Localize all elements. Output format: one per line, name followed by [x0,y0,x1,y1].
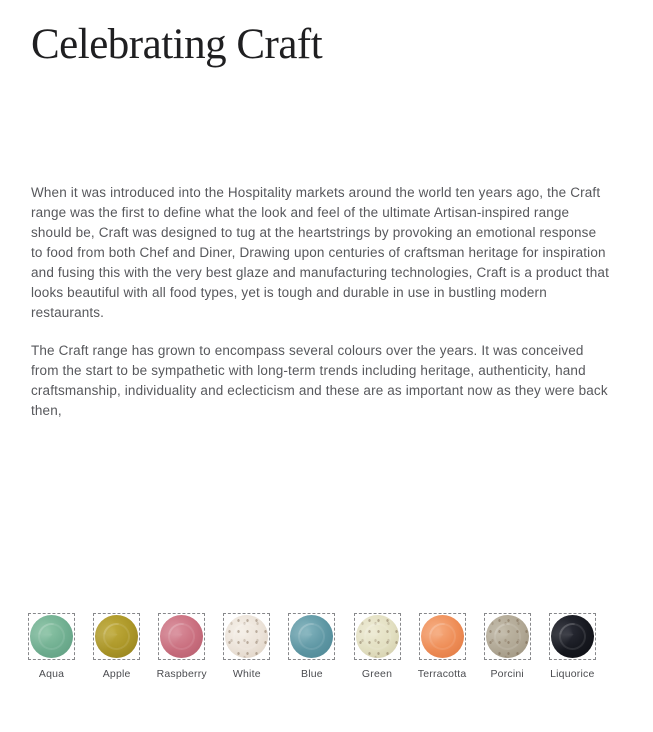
swatch-liquorice [540,613,605,681]
swatch-white-label: White [232,668,261,680]
swatch-liquorice-frame [549,613,596,660]
swatch-aqua-label: Aqua [38,668,65,680]
swatch-blue-circle [290,615,333,658]
swatch-white [214,613,279,681]
swatch-terracotta-frame [419,613,466,660]
swatch-blue-frame [288,613,335,660]
swatch-raspberry [149,613,214,681]
swatch-blue-label: Blue [301,668,323,680]
colour-swatch-row [19,613,605,681]
swatch-porcini-circle [486,615,529,658]
swatch-green-circle [356,615,399,658]
swatch-raspberry-frame [158,613,205,660]
swatch-porcini-label: Porcini [490,668,524,680]
swatch-terracotta-label: Terracotta [417,668,467,680]
swatch-terracotta [410,613,475,681]
swatch-apple-label: Apple [102,668,131,680]
swatch-green [344,613,409,681]
swatch-raspberry-circle [160,615,203,658]
swatch-aqua-frame [28,613,75,660]
swatch-white-circle [225,615,268,658]
page-title: Celebrating Craft [31,21,323,68]
swatch-terracotta-circle [421,615,464,658]
swatch-blue [279,613,344,681]
swatch-green-label: Green [361,668,393,680]
swatch-liquorice-circle [551,615,594,658]
swatch-green-frame [354,613,401,660]
swatch-porcini [475,613,540,681]
swatch-apple [84,613,149,681]
swatch-aqua-circle [30,615,73,658]
swatch-porcini-frame [484,613,531,660]
swatch-apple-circle [95,615,138,658]
swatch-white-frame [223,613,270,660]
swatch-liquorice-label: Liquorice [550,668,595,680]
intro-paragraph-1: When it was introduced into the Hospitality markets around the world ten years ago, the Craft range was the first to define what the look and feel of the ultimate Artisan-inspired range should be, Craft was designed to tug at the heartstrings by provoking an emotional response to food from both Chef and Diner, Drawing upon centuries of craftsman heritage for inspiration and fusing this with the very best glaze and manufacturing technologies, Craft is a product that looks beautiful with all food types, yet is tough and durable in use in bustling modern restaurants. [31,185,609,320]
swatch-apple-frame [93,613,140,660]
swatch-raspberry-label: Raspberry [156,668,207,680]
swatch-aqua [19,613,84,681]
intro-paragraph-2: The Craft range has grown to encompass several colours over the years. It was conceived from the start to be sympathetic with long-term trends including heritage, authenticity, hand craftsmanship, individuality and eclecticism and these are as important now as they were back then, [31,343,608,418]
body-copy [31,183,611,421]
